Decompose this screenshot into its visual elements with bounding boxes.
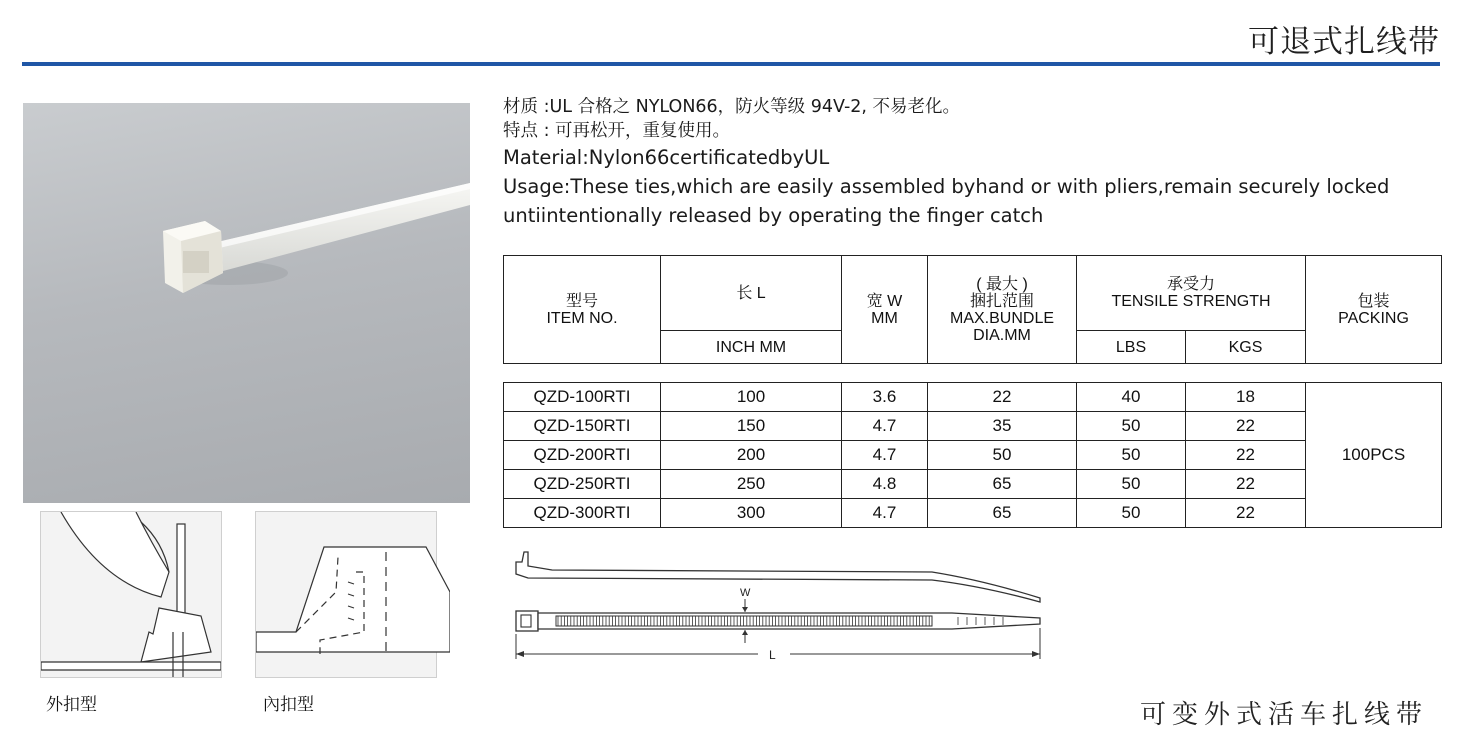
material-cn-line: 材质 :UL 合格之 NYLON66，防火等级 94V-2, 不易老化。 bbox=[503, 97, 961, 117]
inner-catch-label: 內扣型 bbox=[263, 695, 314, 715]
cell-kgs: 18 bbox=[1186, 383, 1306, 412]
outer-catch-diagram bbox=[40, 511, 222, 678]
cell-kgs: 22 bbox=[1186, 499, 1306, 528]
table-row bbox=[504, 499, 1442, 528]
title-rule bbox=[22, 62, 1440, 66]
spec-table bbox=[503, 255, 1442, 528]
header-item bbox=[504, 256, 661, 364]
inner-catch-diagram bbox=[255, 511, 437, 678]
cell-length: 300 bbox=[661, 499, 842, 528]
length-dimension-label: L bbox=[769, 648, 776, 662]
table-row bbox=[504, 441, 1442, 470]
side-view-tie bbox=[516, 552, 1040, 602]
cell-bundle: 65 bbox=[928, 499, 1077, 528]
cell-width: 4.8 bbox=[842, 470, 928, 499]
header-item-en: ITEM NO. bbox=[546, 309, 618, 327]
cell-lbs: 50 bbox=[1077, 470, 1186, 499]
cell-item: QZD-150RTI bbox=[504, 412, 661, 441]
header-lbs: LBS bbox=[1077, 331, 1186, 364]
cell-lbs: 40 bbox=[1077, 383, 1186, 412]
outer-catch-label: 外扣型 bbox=[46, 695, 97, 715]
cell-kgs: 22 bbox=[1186, 412, 1306, 441]
cell-kgs: 22 bbox=[1186, 470, 1306, 499]
cell-lbs: 50 bbox=[1077, 499, 1186, 528]
header-length: 长 L bbox=[661, 256, 842, 331]
header-width-unit: MM bbox=[871, 309, 898, 327]
usage-en-line-2: untiintentionally released by operating the finger catch bbox=[503, 204, 1044, 227]
cable-tie-drawing bbox=[512, 544, 1052, 670]
width-dimension-label: W bbox=[740, 587, 751, 599]
description bbox=[503, 96, 1443, 230]
header-bundle bbox=[928, 256, 1077, 364]
header-bundle-1: ( 最大 ) bbox=[976, 275, 1028, 293]
header-tensile-en: TENSILE STRENGTH bbox=[1111, 293, 1271, 310]
table-row bbox=[504, 412, 1442, 441]
table-row bbox=[504, 470, 1442, 499]
cell-length: 150 bbox=[661, 412, 842, 441]
header-kgs: KGS bbox=[1186, 331, 1306, 364]
header-bundle-3: MAX.BUNDLE bbox=[949, 309, 1055, 327]
header-item-cn: 型号 bbox=[565, 292, 598, 310]
header-tensile-cn: 承受力 bbox=[1167, 276, 1216, 293]
next-product-title: 可变外式活车扎线带 bbox=[1140, 700, 1429, 730]
cell-length: 100 bbox=[661, 383, 842, 412]
cell-item: QZD-100RTI bbox=[504, 383, 661, 412]
table-row bbox=[504, 383, 1442, 412]
header-packing-cn: 包装 bbox=[1357, 292, 1390, 310]
page-title: 可退式扎线带 bbox=[1248, 24, 1440, 60]
cell-width: 4.7 bbox=[842, 412, 928, 441]
top-view-tie bbox=[516, 611, 1040, 631]
cell-item: QZD-250RTI bbox=[504, 470, 661, 499]
header-length-units: INCH MM bbox=[661, 331, 842, 364]
cell-length: 250 bbox=[661, 470, 842, 499]
cell-lbs: 50 bbox=[1077, 412, 1186, 441]
header-tensile bbox=[1077, 256, 1306, 331]
usage-en-line: Usage:These ties,which are easily assembled byhand or with pliers,remain securely locked bbox=[503, 175, 1390, 198]
cell-width: 3.6 bbox=[842, 383, 928, 412]
header-width-label: 宽 W bbox=[866, 292, 903, 310]
table-spacer bbox=[504, 364, 1442, 383]
header-bundle-4: DIA.MM bbox=[973, 326, 1031, 344]
cell-item: QZD-200RTI bbox=[504, 441, 661, 470]
header-bundle-2: 捆扎范围 bbox=[969, 292, 1034, 310]
cell-width: 4.7 bbox=[842, 499, 928, 528]
cell-kgs: 22 bbox=[1186, 441, 1306, 470]
cell-item: QZD-300RTI bbox=[504, 499, 661, 528]
header-packing bbox=[1306, 256, 1442, 364]
material-en-line: Material:Nylon66certificatedbyUL bbox=[503, 146, 830, 169]
feature-cn-line: 特点 : 可再松开，重复使用。 bbox=[503, 120, 731, 141]
cell-bundle: 50 bbox=[928, 441, 1077, 470]
product-photo bbox=[23, 103, 470, 503]
cell-packing: 100PCS bbox=[1306, 383, 1442, 528]
cell-width: 4.7 bbox=[842, 441, 928, 470]
cell-bundle: 22 bbox=[928, 383, 1077, 412]
cell-bundle: 65 bbox=[928, 470, 1077, 499]
cell-lbs: 50 bbox=[1077, 441, 1186, 470]
header-packing-en: PACKING bbox=[1338, 309, 1409, 327]
header-width bbox=[842, 256, 928, 364]
cell-length: 200 bbox=[661, 441, 842, 470]
cell-bundle: 35 bbox=[928, 412, 1077, 441]
